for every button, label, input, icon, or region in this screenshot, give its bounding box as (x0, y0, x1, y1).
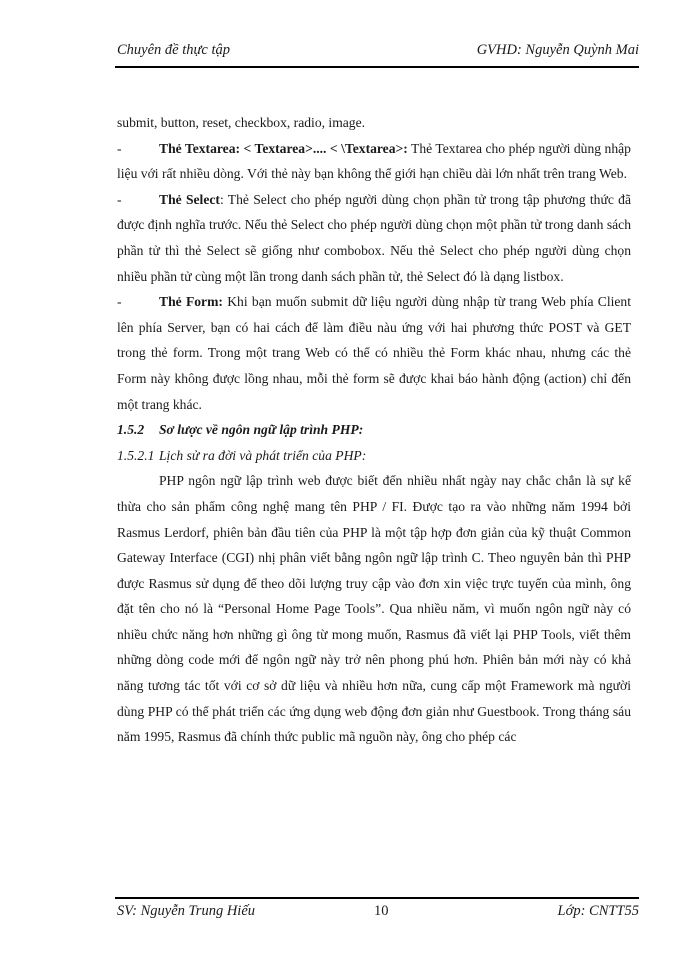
body-line-input-types: submit, button, reset, checkbox, radio, image. (117, 115, 366, 130)
section-number: 1.5.2 (117, 422, 145, 438)
header-topic: Chuyên đề thực tập (117, 42, 231, 58)
subsection-heading (117, 443, 631, 469)
header-instructor: GVHD: Nguyễn Quỳnh Mai (476, 42, 639, 58)
list-dash: - (117, 191, 122, 207)
subsection-title: Lịch sử ra đời và phát triển của PHP: (159, 447, 367, 463)
term-form: Thẻ Form: (159, 294, 223, 310)
footer-class: Lớp: CNTT55 (557, 903, 639, 919)
list-item-form (117, 289, 631, 417)
list-dash: - (117, 140, 122, 156)
php-history-paragraph: PHP ngôn ngữ lập trình web được biết đến nhiều nhất ngày nay chắc chắn là sự kế thừa cho sản phẩm công nghệ mang tên PHP / FI. Được tạo ra vào những năm 1994 bởi Rasmus Lerdorf, phiên bản đầu tiên của PHP là một tập hợp đơn giản của kỹ thuật Common Gateway Interface (CGI) nhị phân viết bằng ngôn ngữ lập trình C. Theo nguyên bản thì PHP được Rasmus sử dụng để theo dõi lượng truy cập vào đơn xin việc trực tuyến của mình, ông đặt tên cho nó là “Personal Home Page Tools”. Qua nhiều năm, vì muốn ngôn ngữ này có nhiều chức năng hơn những gì ông từ mong muốn, Rasmus đã viết lại PHP Tools, viết thêm những dòng code mới để ngôn ngữ này trở nên phong phú hơn. Phiên bản mới này có khả năng tương tác tốt với cơ sở dữ liệu và nhiều hơn nữa, cung cấp một Framework mà người dùng PHP có thể phát triển các ứng dụng web động đơn giản như Guestbook. Trong tháng sáu năm 1995, Rasmus đã chính thức public mã nguồn này, ông cho phép các (117, 473, 631, 745)
page-body (117, 110, 631, 750)
code-textarea: < Textarea>.... < \Textarea>: (240, 140, 408, 156)
term-textarea: Thẻ Textarea: (159, 140, 241, 156)
term-select: Thẻ Select (159, 191, 220, 207)
desc-textarea: Thẻ Textarea cho phép người dùng nhập liệu với rất nhiều dòng. Với thẻ này bạn không thể giới hạn chiều dài lớn nhất trên trang Web. (117, 140, 631, 182)
page-number: 10 (374, 903, 389, 919)
subsection-number: 1.5.2.1 (117, 447, 155, 463)
list-item-select (117, 187, 631, 289)
section-heading (117, 417, 631, 443)
section-title: Sơ lược về ngôn ngữ lập trình PHP: (159, 422, 364, 438)
desc-form: Khi bạn muốn submit dữ liệu người dùng nhập từ trang Web phía Client lên phía Server, bạn có hai cách để làm điều nàu ứng với hai phương thức POST và GET trong thẻ form. Trong một trang Web có thể có nhiều thẻ Form khác nhau, nhưng các thẻ Form này không được lồng nhau, mỗi thẻ form sẽ được khai báo hành động (action) chỉ đến một trang khác. (117, 294, 631, 412)
page-header (115, 38, 639, 68)
list-item-textarea (117, 136, 631, 187)
page-footer (115, 897, 639, 925)
list-dash: - (117, 294, 122, 310)
footer-student: SV: Nguyễn Trung Hiếu (117, 903, 256, 919)
desc-select: : Thẻ Select cho phép người dùng chọn phần tử trong tập phương thức đã được định nghĩa trước. Nếu thẻ Select cho phép người dùng chọn một phần tử trong danh sách phần tử thì thẻ Select sẽ giống như combobox. Nếu thẻ Select cho phép người dùng chọn nhiều phần tử cùng một lần trong danh sách phần tử, thẻ Select đó là dạng listbox. (117, 191, 632, 284)
